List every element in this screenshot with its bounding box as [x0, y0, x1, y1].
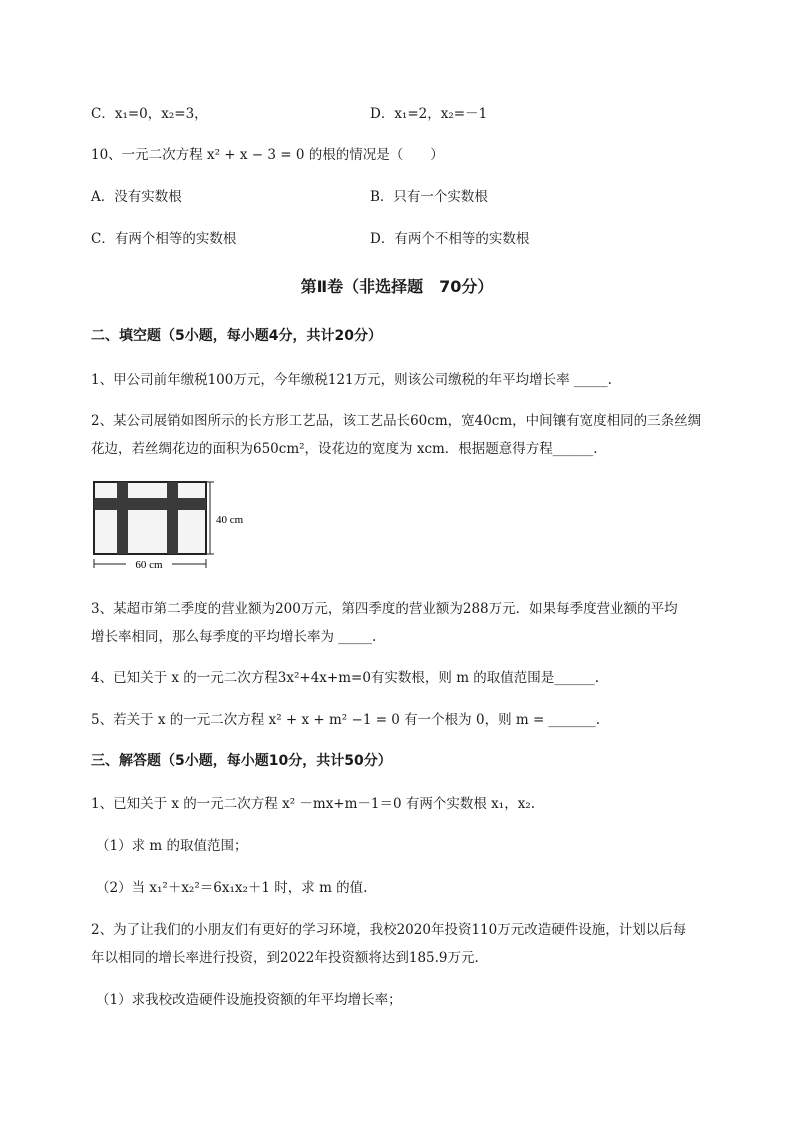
s2-q1: 1、甲公司前年缴税100万元，今年缴税121万元，则该公司缴税的年平均增长率 _____.	[91, 372, 612, 388]
s2-q2-line2: 花边，若丝绸花边的面积为650cm²，设花边的宽度为 xcm．根据题意得方程______.	[91, 441, 598, 457]
q9-option-d: D．x₁=2，x₂=－1	[370, 106, 488, 122]
s2-q3-line2: 增长率相同，那么每季度的平均增长率为 _____.	[91, 629, 377, 645]
craft-rectangle-figure	[92, 478, 262, 570]
s3-q1-part2: （2）当 x₁²＋x₂²＝6x₁x₂＋1 时，求 m 的值.	[96, 880, 368, 896]
q10-option-a: A．没有实数根	[91, 189, 182, 205]
s3-q2-line1: 2、为了让我们的小朋友们有更好的学习环境，我校2020年投资110万元改造硬件设施，计划以后每	[91, 922, 687, 938]
horizontal-strip	[94, 498, 206, 510]
s2-q2-line1: 2、某公司展销如图所示的长方形工艺品，该工艺品长60cm，宽40cm，中间镶有宽度相同的三条丝绸	[91, 413, 702, 429]
vertical-strip-right	[167, 482, 178, 554]
section2-heading: 二、填空题（5小题，每小题4分，共计20分）	[91, 328, 382, 344]
s3-q1: 1、已知关于 x 的一元二次方程 x² －mx+m－1＝0 有两个实数根 x₁，x₂.	[91, 796, 536, 812]
craft-outline	[94, 482, 206, 554]
s3-q1-part1: （1）求 m 的取值范围；	[96, 838, 248, 854]
section3-heading: 三、解答题（5小题，每小题10分，共计50分）	[91, 753, 392, 769]
s2-q3-line1: 3、某超市第二季度的营业额为200万元，第四季度的营业额为288万元．如果每季度营业额的平均	[91, 601, 678, 617]
height-label: 40 cm	[216, 514, 244, 526]
q9-option-c: C．x₁=0，x₂=3，	[91, 106, 208, 122]
s2-q4: 4、已知关于 x 的一元二次方程3x²+4x+m=0有实数根，则 m 的取值范围是______.	[91, 670, 600, 686]
q10-stem: 10、一元二次方程 x² + x − 3 = 0 的根的情况是（ ）	[91, 147, 444, 163]
q10-option-c: C．有两个相等的实数根	[91, 231, 237, 247]
width-label: 60 cm	[135, 559, 163, 570]
s2-q5: 5、若关于 x 的一元二次方程 x² + x + m² −1 = 0 有一个根为 0，则 m = _______.	[91, 712, 601, 728]
q10-option-d: D．有两个不相等的实数根	[370, 231, 530, 247]
q10-option-b: B．只有一个实数根	[370, 189, 488, 205]
s3-q2-part1: （1）求我校改造硬件设施投资额的年平均增长率；	[96, 992, 402, 1008]
s3-q2-line2: 年以相同的增长率进行投资，到2022年投资额将达到185.9万元.	[91, 950, 479, 966]
part2-title: 第Ⅱ卷（非选择题 70分）	[300, 277, 494, 296]
vertical-strip-left	[117, 482, 128, 554]
